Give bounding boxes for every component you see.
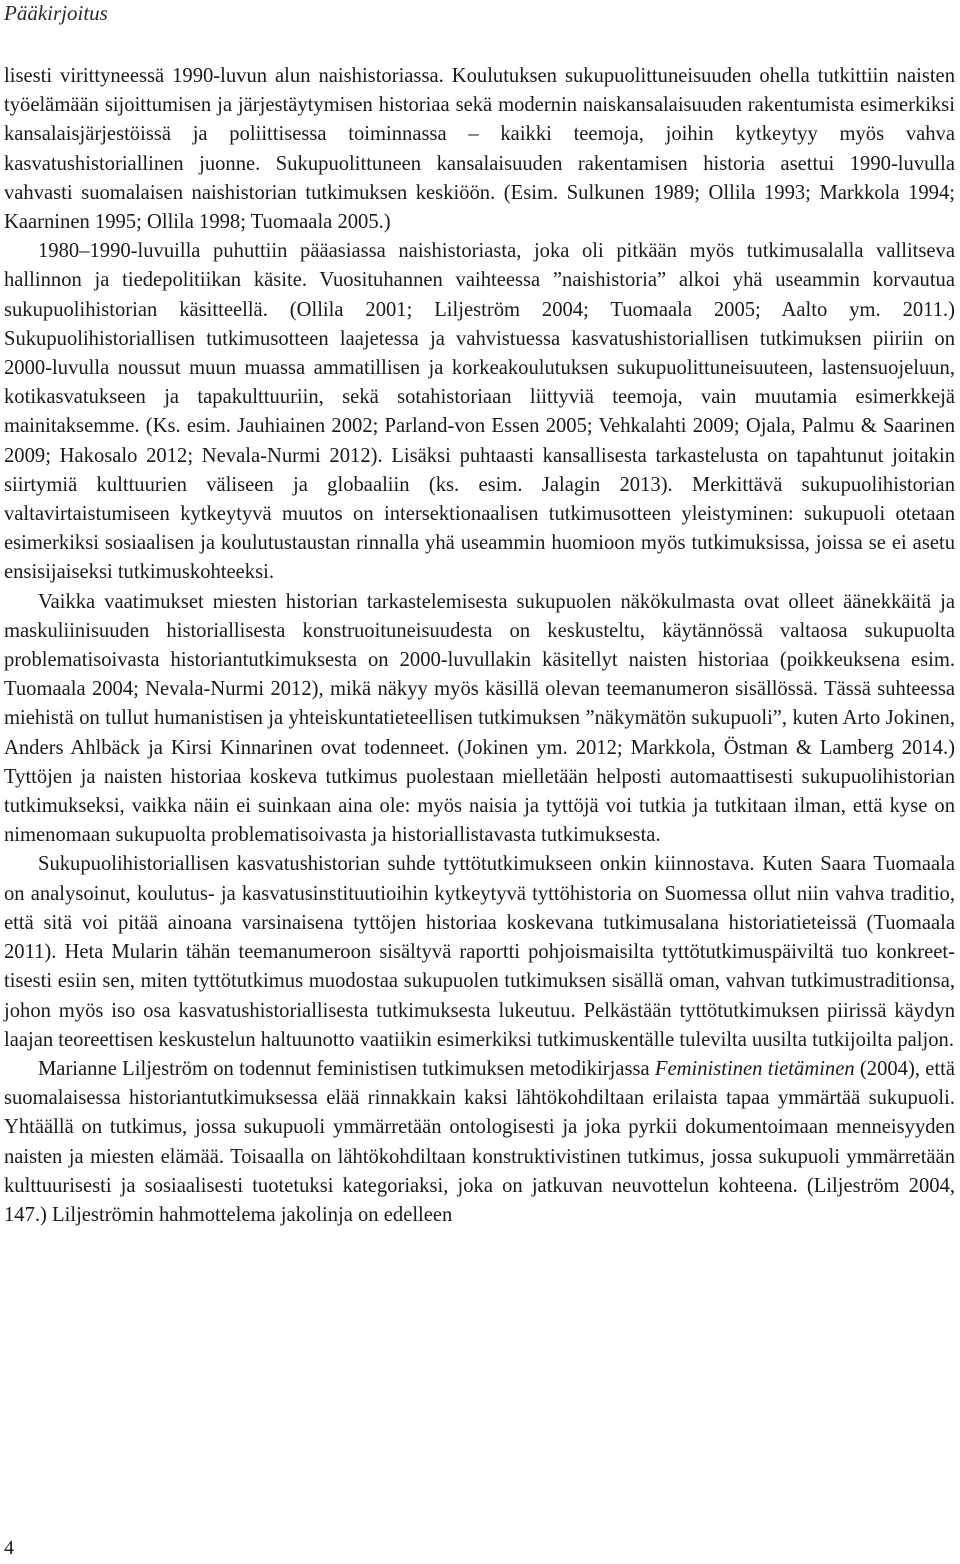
paragraph-3-text: Vaikka vaatimukset miesten historian tarkastelemisesta sukupuolen näkökulmasta ovat olleet äänekkäitä ja maskuliinisuuden historiallisesta konstruoituneisuudesta on keskusteltu, käytännössä valtaosa sukupuolta problematisoivasta historiantutkimuksesta on 2000-luvullakin käsitellyt naisten historiaa (poikkeuksena esim. Tuomaala 2004; Nevala-Nurmi 2012), mikä näkyy myös käsillä olevan teemanumeron sisällössä. Tässä suhteessa miehistä on tullut humanistisen ja yhteiskuntatieteellisen tutkimuksen ”näkymätön sukupuoli”, kuten Arto Jokinen, Anders Ahlbäck ja Kirsi Kinnarinen ovat todenneet. (Jokinen ym. 2012; Markkola, Östman & Lamberg 2014.) Tyttöjen ja naisten historiaa koskeva tutkimus puolestaan mielletään helposti automaattisesti sukupuolihistorian tutkimukseksi, vaikka näin ei suinkaan aina ole: myös naisia ja tyttöjä voi tutkia ja tutkitaan ilman, että kyse on nimenomaan sukupuolta problematisoivasta ja historiallistavasta tutkimuksesta.	[4, 590, 955, 847]
paragraph-1	[4, 62, 955, 237]
article-body	[4, 62, 955, 1230]
paragraph-5	[4, 1055, 955, 1230]
page-number: 4	[4, 1537, 14, 1559]
paragraph-4	[4, 850, 955, 1054]
paragraph-2-text: 1980–1990-luvuilla puhuttiin pääasiassa naishistoriasta, joka oli pitkään myös tutkimusalalla vallitseva hallinnon ja tiedepolitiikan käsite. Vuosituhannen vaihteessa ”naishistoria” alkoi yhä useammin korvautua sukupuolihistorian käsitteellä. (Ollila 2001; Liljeström 2004; Tuomaala 2005; Aalto ym. 2011.) Sukupuolihistoriallisen tutkimusotteen laajetessa ja vahvistuessa kasvatushistoriallisen tutkimuksen piiriin on 2000-luvulla noussut muun muassa ammatillisen ja korkeakoulutuksen sukupuolittuneisuuteen, lastensuojeluun, kotikasvatukseen ja tapakulttuuriin, sekä sotahistoriaan liittyviä teemoja, vain muutamia esimerkkejä mainitaksemme. (Ks. esim. Jauhiainen 2002; Parland-von Essen 2005; Vehkalahti 2009; Ojala, Palmu & Saarinen 2009; Hakosalo 2012; Nevala-Nurmi 2012). Lisäksi puhtaasti kansallisesta tarkastelusta on tapahtunut joitakin siirtymiä kulttuurien väliseen ja globaaliin (ks. esim. Jalagin 2013). Merkittävä sukupuolihistorian valtavirtaistumiseen kytkeytyvä muutos on intersektionaalisen tutkimusotteen yleistyminen: sukupuoli otetaan esimerkiksi sosiaalisen ja koulutustaustan rinnalla yhä useammin huomioon myös tutkimuksissa, joissa se ei asetu ensisijaiseksi tutkimuskohteeksi.	[4, 240, 955, 584]
paragraph-5-text-b: (2004), että suomalaisessa historiantutkimuksessa elää rinnakkain kaksi lähtökohdiltaan erilaista tapaa ymmärtää sukupuoli. Yhtäällä on tutkimus, jossa sukupuoli ymmärretään ontologisesti ja joka pyrkii dokumentoimaan menneisyyden naisten ja miesten elämää. Toisaalla on lähtökohdiltaan konstruktivistinen tutkimus, jossa sukupuoli ymmärretään kulttuurisesti ja sosiaalisesti tuotetuksi kategoriaksi, joka on jatkuvan neuvottelun kohteena. (Liljeström 2004, 147.) Liljeströmin hahmottelema jakolinja on edelleen	[4, 1057, 955, 1226]
paragraph-1-text: lisesti virittyneessä 1990-luvun alun naishistoriassa. Koulutuksen sukupuolittuneisuuden ohella tutkittiin naisten työelämään sijoittumisen ja järjestäytymisen historiaa sekä modernin naiskansalaisuuden rakentumista esimerkiksi kansalaisjärjestöissä ja poliittisessa toiminnassa – kaikki teemoja, joihin kytkeytyy myös vahva kasvatushistoriallinen juonne. Sukupuolittuneen kansalaisuuden rakentamisen historia asettui 1990-luvulla vahvasti suomalaisen naishistorian tutkimuksen keskiöön. (Esim. Sulkunen 1989; Ollila 1993; Markkola 1994; Kaarninen 1995; Ollila 1998; Tuomaala 2005.)	[4, 65, 955, 234]
book-title: Feministinen tietäminen	[654, 1057, 855, 1080]
running-header: Pääkirjoitus	[4, 1, 108, 25]
paragraph-5-text-a: Marianne Liljeström on todennut feministisen tutkimuksen metodikirjassa	[38, 1057, 655, 1080]
paragraph-4-text: Sukupuolihistoriallisen kasvatushistorian suhde tyttötutkimukseen onkin kiinnostava. Kuten Saara Tuomaala on analysoinut, koulutus- ja kasvatusinstituutioihin kytkeytyvä tyttöhistoria on Suomessa ollut niin vahva traditio, että sitä voi pitää ainoana varsinaisena tyttöjen historiaa koskevana tutkimusalana historiatieteissä (Tuomaala 2011). Heta Mularin tähän teemanumeroon sisältyvä raportti pohjoismaisilta tyttötutkimuspäiviltä tuo konkreettisesti esiin sen, miten tyttötutkimus muodostaa sukupuolen tutkimuksen sisällä oman, vahvan tutkimustraditionsa, johon myös iso osa kasvatushistoriallisesta tutkimuksesta lukeutuu. Pelkästään tyttötutkimuksen piirissä käydyn laajan teoreettisen keskustelun haltuunotto vaatiikin esimerkiksi tutkimuskentälle tulevilta uusilta tutkijoilta paljon.	[4, 853, 955, 1051]
paragraph-2	[4, 237, 955, 587]
paragraph-3	[4, 588, 955, 851]
